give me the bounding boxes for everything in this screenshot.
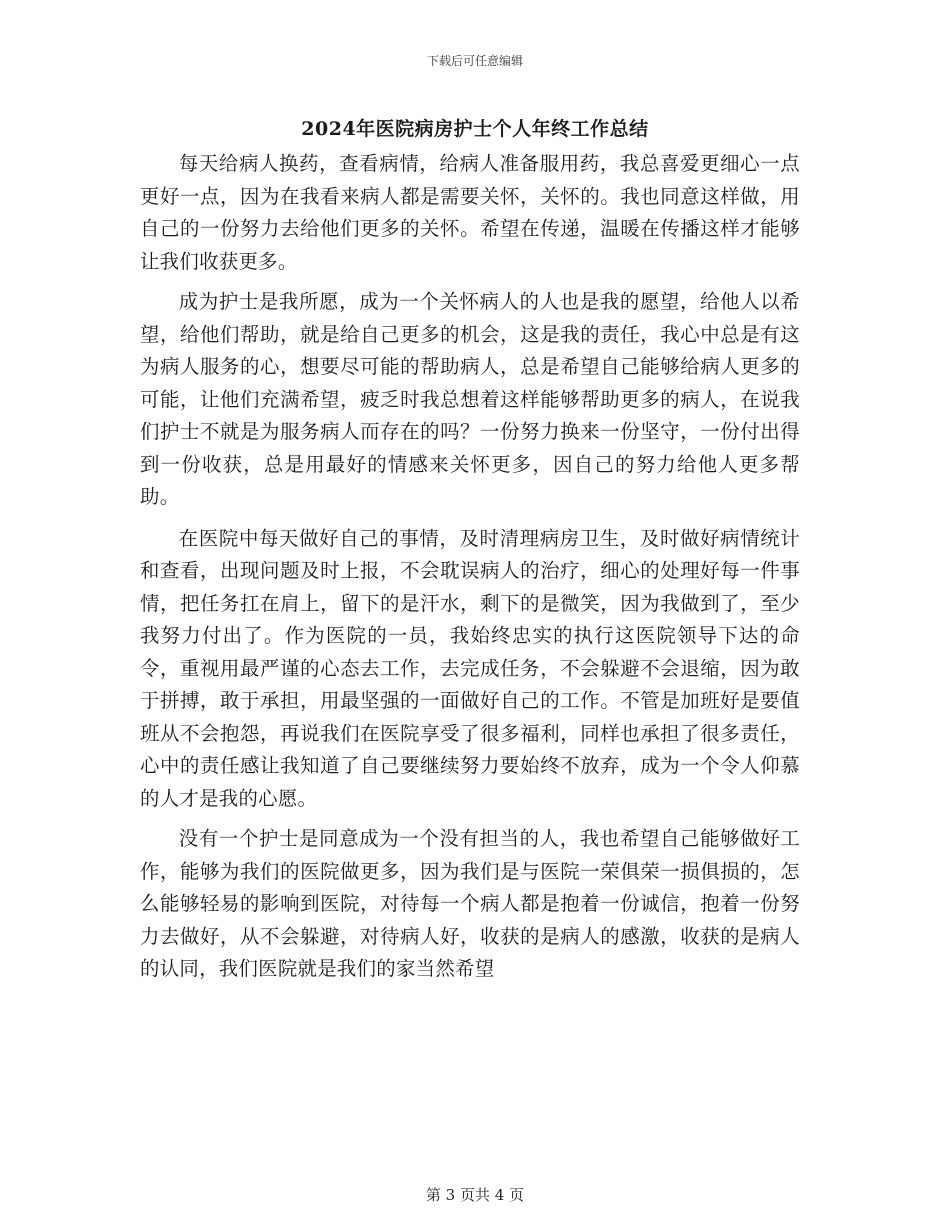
page-number: 第 3 页共 4 页 bbox=[425, 1186, 525, 1204]
paragraph-4: 没有一个护士是同意成为一个没有担当的人，我也希望自己能够做好工作，能够为我们的医院做更多，因为我们是与医院一荣俱荣一损俱损的，怎么能够轻易的影响到医院，对待每一个病人都是抱着一份诚信，抱着一份努力去做好，从不会躲避，对待病人好，收获的是病人的感激，收获的是病人的认同，我们医院就是我们的家当然希望 bbox=[140, 827, 800, 980]
document-body bbox=[140, 148, 800, 986]
paragraph-1: 每天给病人换药，查看病情，给病人准备服用药，我总喜爱更细心一点更好一点，因为在我看来病人都是需要关怀，关怀的。我也同意这样做，用自己的一份努力去给他们更多的关怀。希望在传递，温暖在传播这样才能够让我们收获更多。 bbox=[140, 152, 800, 273]
page-header-note: 下载后可任意编辑 bbox=[426, 54, 523, 68]
document-title: 2024年医院病房护士个人年终工作总结 bbox=[301, 118, 649, 140]
paragraph-3: 在医院中每天做好自己的事情，及时清理病房卫生，及时做好病情统计和查看，出现问题及时上报，不会耽误病人的治疗，细心的处理好每一件事情，把任务扛在肩上，留下的是汗水，剩下的是微笑，因为我做到了，至少我努力付出了。作为医院的一员，我始终忠实的执行这医院领导下达的命令，重视用最严谨的心态去工作，去完成任务，不会躲避不会退缩，因为敢于拼搏，敢于承担，用最坚强的一面做好自己的工作。不管是加班好是要值班从不会抱怨，再说我们在医院享受了很多福利，同样也承担了很多责任，心中的责任感让我知道了自己要继续努力要始终不放弃，成为一个令人仰慕的人才是我的心愿。 bbox=[140, 526, 800, 810]
paragraph-2: 成为护士是我所愿，成为一个关怀病人的人也是我的愿望，给他人以希望，给他们帮助，就是给自己更多的机会，这是我的责任，我心中总是有这为病人服务的心，想要尽可能的帮助病人，总是希望自己能够给病人更多的可能，让他们充满希望，疲乏时我总想着这样能够帮助更多的病人，在说我们护士不就是为服务病人而存在的吗？一份努力换来一份坚守，一份付出得到一份收获，总是用最好的情感来关怀更多，因自己的努力给他人更多帮助。 bbox=[140, 290, 800, 508]
